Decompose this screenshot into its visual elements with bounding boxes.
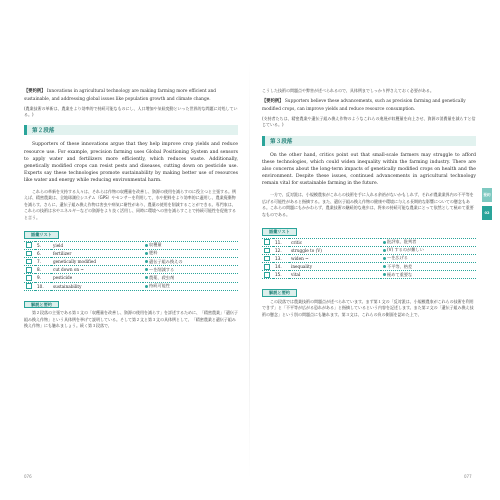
vocab-meaning bbox=[143, 241, 238, 249]
checkbox-icon[interactable] bbox=[264, 264, 270, 270]
vocab-meaning bbox=[381, 254, 476, 262]
vocab-word: struggle to (V) bbox=[289, 246, 381, 254]
bullet-icon bbox=[145, 252, 148, 255]
checkbox-icon[interactable] bbox=[264, 239, 270, 245]
vocab-checkbox[interactable] bbox=[24, 241, 35, 249]
vocab-meaning-text: 肥料 bbox=[149, 250, 158, 256]
vocab-meaning bbox=[381, 238, 476, 246]
vocab-word: sustainability bbox=[51, 282, 143, 290]
vocab-row bbox=[24, 266, 238, 274]
vocab-word: fertilizer bbox=[51, 249, 143, 257]
vocab-meaning bbox=[143, 257, 238, 265]
checkbox-icon[interactable] bbox=[264, 248, 270, 254]
vocab-meaning-text: (V) するのが難しい bbox=[387, 247, 424, 253]
vocab-number: 14. bbox=[273, 263, 289, 271]
vocab-meaning-text: ～を削減する bbox=[149, 266, 175, 272]
bullet-icon bbox=[383, 241, 386, 244]
vocab-meaning-text: 極めて重要な bbox=[387, 271, 413, 277]
right-page bbox=[262, 88, 476, 318]
vocab-title: 語彙リスト bbox=[24, 231, 59, 239]
bullet-icon bbox=[383, 257, 386, 260]
summary-example bbox=[262, 98, 476, 114]
checkbox-icon[interactable] bbox=[26, 259, 32, 265]
checkbox-icon[interactable] bbox=[26, 242, 32, 248]
vocab-meaning bbox=[381, 263, 476, 271]
section-heading: 第２段落 bbox=[24, 125, 238, 135]
checkbox-icon[interactable] bbox=[26, 275, 32, 281]
vocab-checkbox[interactable] bbox=[262, 238, 273, 246]
vocab-row bbox=[262, 246, 476, 254]
analysis-title: 解説と要約 bbox=[262, 289, 297, 297]
analysis-text: この段落では農業技術の問題点が述べられています。まず第１文の「反対派は、小規模農家がこれらの技術を利用できず」と「不平等が広がる恐れがある」と指摘しているという内容を記述します。また第２文の「遺伝子組み換え技術の懸念」という別の問題点にも触れます。第３文は、これらの負の側面を認めた上で、 bbox=[262, 299, 474, 317]
vocab-word: cut down on ~ bbox=[51, 266, 143, 274]
vocab-meaning bbox=[143, 249, 238, 257]
vocab-number: 13. bbox=[273, 254, 289, 262]
checkbox-icon[interactable] bbox=[26, 283, 32, 289]
vocab-number: 8. bbox=[35, 266, 51, 274]
bullet-icon bbox=[383, 273, 386, 276]
vocab-table bbox=[24, 241, 238, 291]
checkbox-icon[interactable] bbox=[26, 251, 32, 257]
bullet-icon bbox=[383, 249, 386, 252]
vocab-word: inequality bbox=[289, 263, 381, 271]
vocab-row bbox=[24, 241, 238, 249]
vocab-meaning bbox=[143, 282, 238, 290]
vocab-meaning-text: 批評家、批判者 bbox=[387, 239, 417, 245]
paragraph-en: Supporters of these innovations argue that they help improve crop yields and reduce resource use. For example, precision farming uses Global Positioning System and sensors to apply water and fertilizers more efficiently, which reduces waste. Additionally, genetically modified crops can resist pests and diseases, cutting down on pesticide use. Experts say these technologies promote sustainability by making better use of resources like water and energy while reducing environmental harm. bbox=[24, 142, 238, 183]
intro-text: こうした技術の問題点や弊害が述べられるので、具体例までしっかり押さえておく必要がある。 bbox=[262, 88, 434, 93]
bullet-icon bbox=[145, 276, 148, 279]
vocab-meaning-text: 不平等、格差 bbox=[387, 263, 413, 269]
summary-en: Supporters believe these advancements, such as precision farming and genetically modified crops, can improve yields and reduce resource consumption. bbox=[262, 99, 466, 113]
vocab-meaning bbox=[143, 274, 238, 282]
vocab-meaning bbox=[381, 271, 476, 279]
vocab-row bbox=[262, 263, 476, 271]
analysis-text: 第２段落の主張である第１文の「収穫量を改善し、資源の使用を減らす」を詳述するために、「精密農業」「遺伝子組み換え作物」という具体例を挙げて説明している。そして第２文と第３文の具体例として、「精密農業と遺伝子組み換え作物」にも触れましょう。続く第３段落で、 bbox=[24, 310, 238, 329]
vocab-number: 7. bbox=[35, 257, 51, 265]
vocab-meaning bbox=[381, 246, 476, 254]
section-heading: 第３段落 bbox=[262, 136, 476, 146]
vocab-number: 5. bbox=[35, 241, 51, 249]
vocab-number: 15. bbox=[273, 271, 289, 279]
vocab-number: 6. bbox=[35, 249, 51, 257]
checkbox-icon[interactable] bbox=[264, 256, 270, 262]
vocab-word: widen ~ bbox=[289, 254, 381, 262]
side-tab-number: 02 bbox=[482, 206, 492, 220]
vocab-table bbox=[262, 238, 476, 280]
checkbox-icon[interactable] bbox=[26, 267, 32, 273]
vocab-row bbox=[24, 282, 238, 290]
page-gutter bbox=[249, 60, 250, 480]
vocab-row bbox=[24, 249, 238, 257]
bullet-icon bbox=[145, 285, 148, 288]
vocab-number: 9. bbox=[35, 274, 51, 282]
vocab-word: critic bbox=[289, 238, 381, 246]
analysis-title: 解説と要約 bbox=[24, 301, 59, 309]
vocab-meaning-text: 遺伝子組み換えの bbox=[149, 258, 183, 264]
vocab-row bbox=[24, 257, 238, 265]
vocab-row bbox=[262, 238, 476, 246]
vocab-checkbox[interactable] bbox=[24, 274, 35, 282]
left-page bbox=[24, 88, 238, 330]
vocab-checkbox[interactable] bbox=[262, 254, 273, 262]
vocab-word: vital bbox=[289, 271, 381, 279]
summary-example bbox=[24, 88, 238, 104]
vocab-checkbox[interactable] bbox=[24, 282, 35, 290]
page-number-right: 077 bbox=[464, 474, 472, 479]
summary-jp: (支持者たちは、精密農業や遺伝子組み換え作物のようなこれらの進展が収穫量を向上させ、資源の消費量を減らすと信じている。) bbox=[262, 116, 476, 128]
vocab-checkbox[interactable] bbox=[262, 263, 273, 271]
vocab-meaning bbox=[143, 266, 238, 274]
vocab-row bbox=[262, 271, 476, 279]
page-number-left: 076 bbox=[24, 474, 32, 479]
vocab-number: 12. bbox=[273, 246, 289, 254]
summary-label: 【要約例】 bbox=[24, 89, 46, 94]
side-tab-chapter: 要約 bbox=[482, 188, 492, 202]
vocab-row bbox=[24, 274, 238, 282]
paragraph-en: On the other hand, critics point out that small-scale farmers may struggle to afford these technologies, which could widen inequality within the farming industry. There are also concerns about the long-term impacts of genetically modified crops on health and the environment. Despite these issues, continued advancements in agricultural technology remain vital for sustainable farming in the future. bbox=[262, 152, 476, 187]
vocab-number: 11. bbox=[273, 238, 289, 246]
vocab-checkbox[interactable] bbox=[262, 246, 273, 254]
vocab-meaning-text: 農薬、殺虫剤 bbox=[149, 274, 175, 280]
vocab-checkbox[interactable] bbox=[24, 266, 35, 274]
bullet-icon bbox=[383, 265, 386, 268]
vocab-word: genetically modified bbox=[51, 257, 143, 265]
vocab-word: pesticide bbox=[51, 274, 143, 282]
checkbox-icon[interactable] bbox=[264, 272, 270, 278]
vocab-checkbox[interactable] bbox=[24, 257, 35, 265]
summary-jp: (農業技術の革新は、農業をより効率的で持続可能なものにし、人口増加や気候変動といった世界的な問題に対処している。) bbox=[24, 105, 238, 117]
bullet-icon bbox=[145, 260, 148, 263]
vocab-checkbox[interactable] bbox=[24, 249, 35, 257]
summary-en: Innovations in agricultural technology are making farming more efficient and sustainable, and addressing global issues like population growth and climate change. bbox=[24, 89, 217, 102]
vocab-checkbox[interactable] bbox=[262, 271, 273, 279]
vocab-word: yield bbox=[51, 241, 143, 249]
summary-label: 【要約例】 bbox=[262, 99, 284, 105]
bullet-icon bbox=[145, 268, 148, 271]
paragraph-jp: 一方で、反対派は、小規模農家がこれらの技術を手に入れる余裕がないかもしれず、それが農業業界内の不平等を広げる可能性があると指摘する。また、遺伝子組み換え作物の健康や環境に与える長期的な影響についての懸念もある。これらの問題にもかかわらず、農業技術の継続的な進歩は、将来の持続可能な農業にとって依然として極めて重要なものである。 bbox=[262, 192, 474, 217]
vocab-title: 語彙リスト bbox=[262, 228, 297, 236]
vocab-meaning-text: 収穫量 bbox=[149, 242, 162, 248]
vocab-row bbox=[262, 254, 476, 262]
vocab-number: 10. bbox=[35, 282, 51, 290]
vocab-meaning-text: ～を広げる bbox=[387, 255, 408, 261]
paragraph-jp: これらの革新を支持する人々は、それらは作物の収穫量を改善し、資源の使用を減らすのに役立つと主張する。例えば、精密農業は、全地球測位システム（GPS）やセンサーを利用して、水や肥料をより効率的に適用し、農業廃棄物を減らす。さらに、遺伝子組み換え作物は害虫や病気に耐性があり、農薬の使用を削減することができる。専門家は、これらの技術は水やエネルギーなどの資源をより良く活用し、同時に環境への害を減らすことで持続可能性を促進すると言う。 bbox=[24, 188, 236, 220]
vocab-meaning-text: 持続可能性 bbox=[149, 283, 170, 289]
bullet-icon bbox=[145, 244, 148, 247]
